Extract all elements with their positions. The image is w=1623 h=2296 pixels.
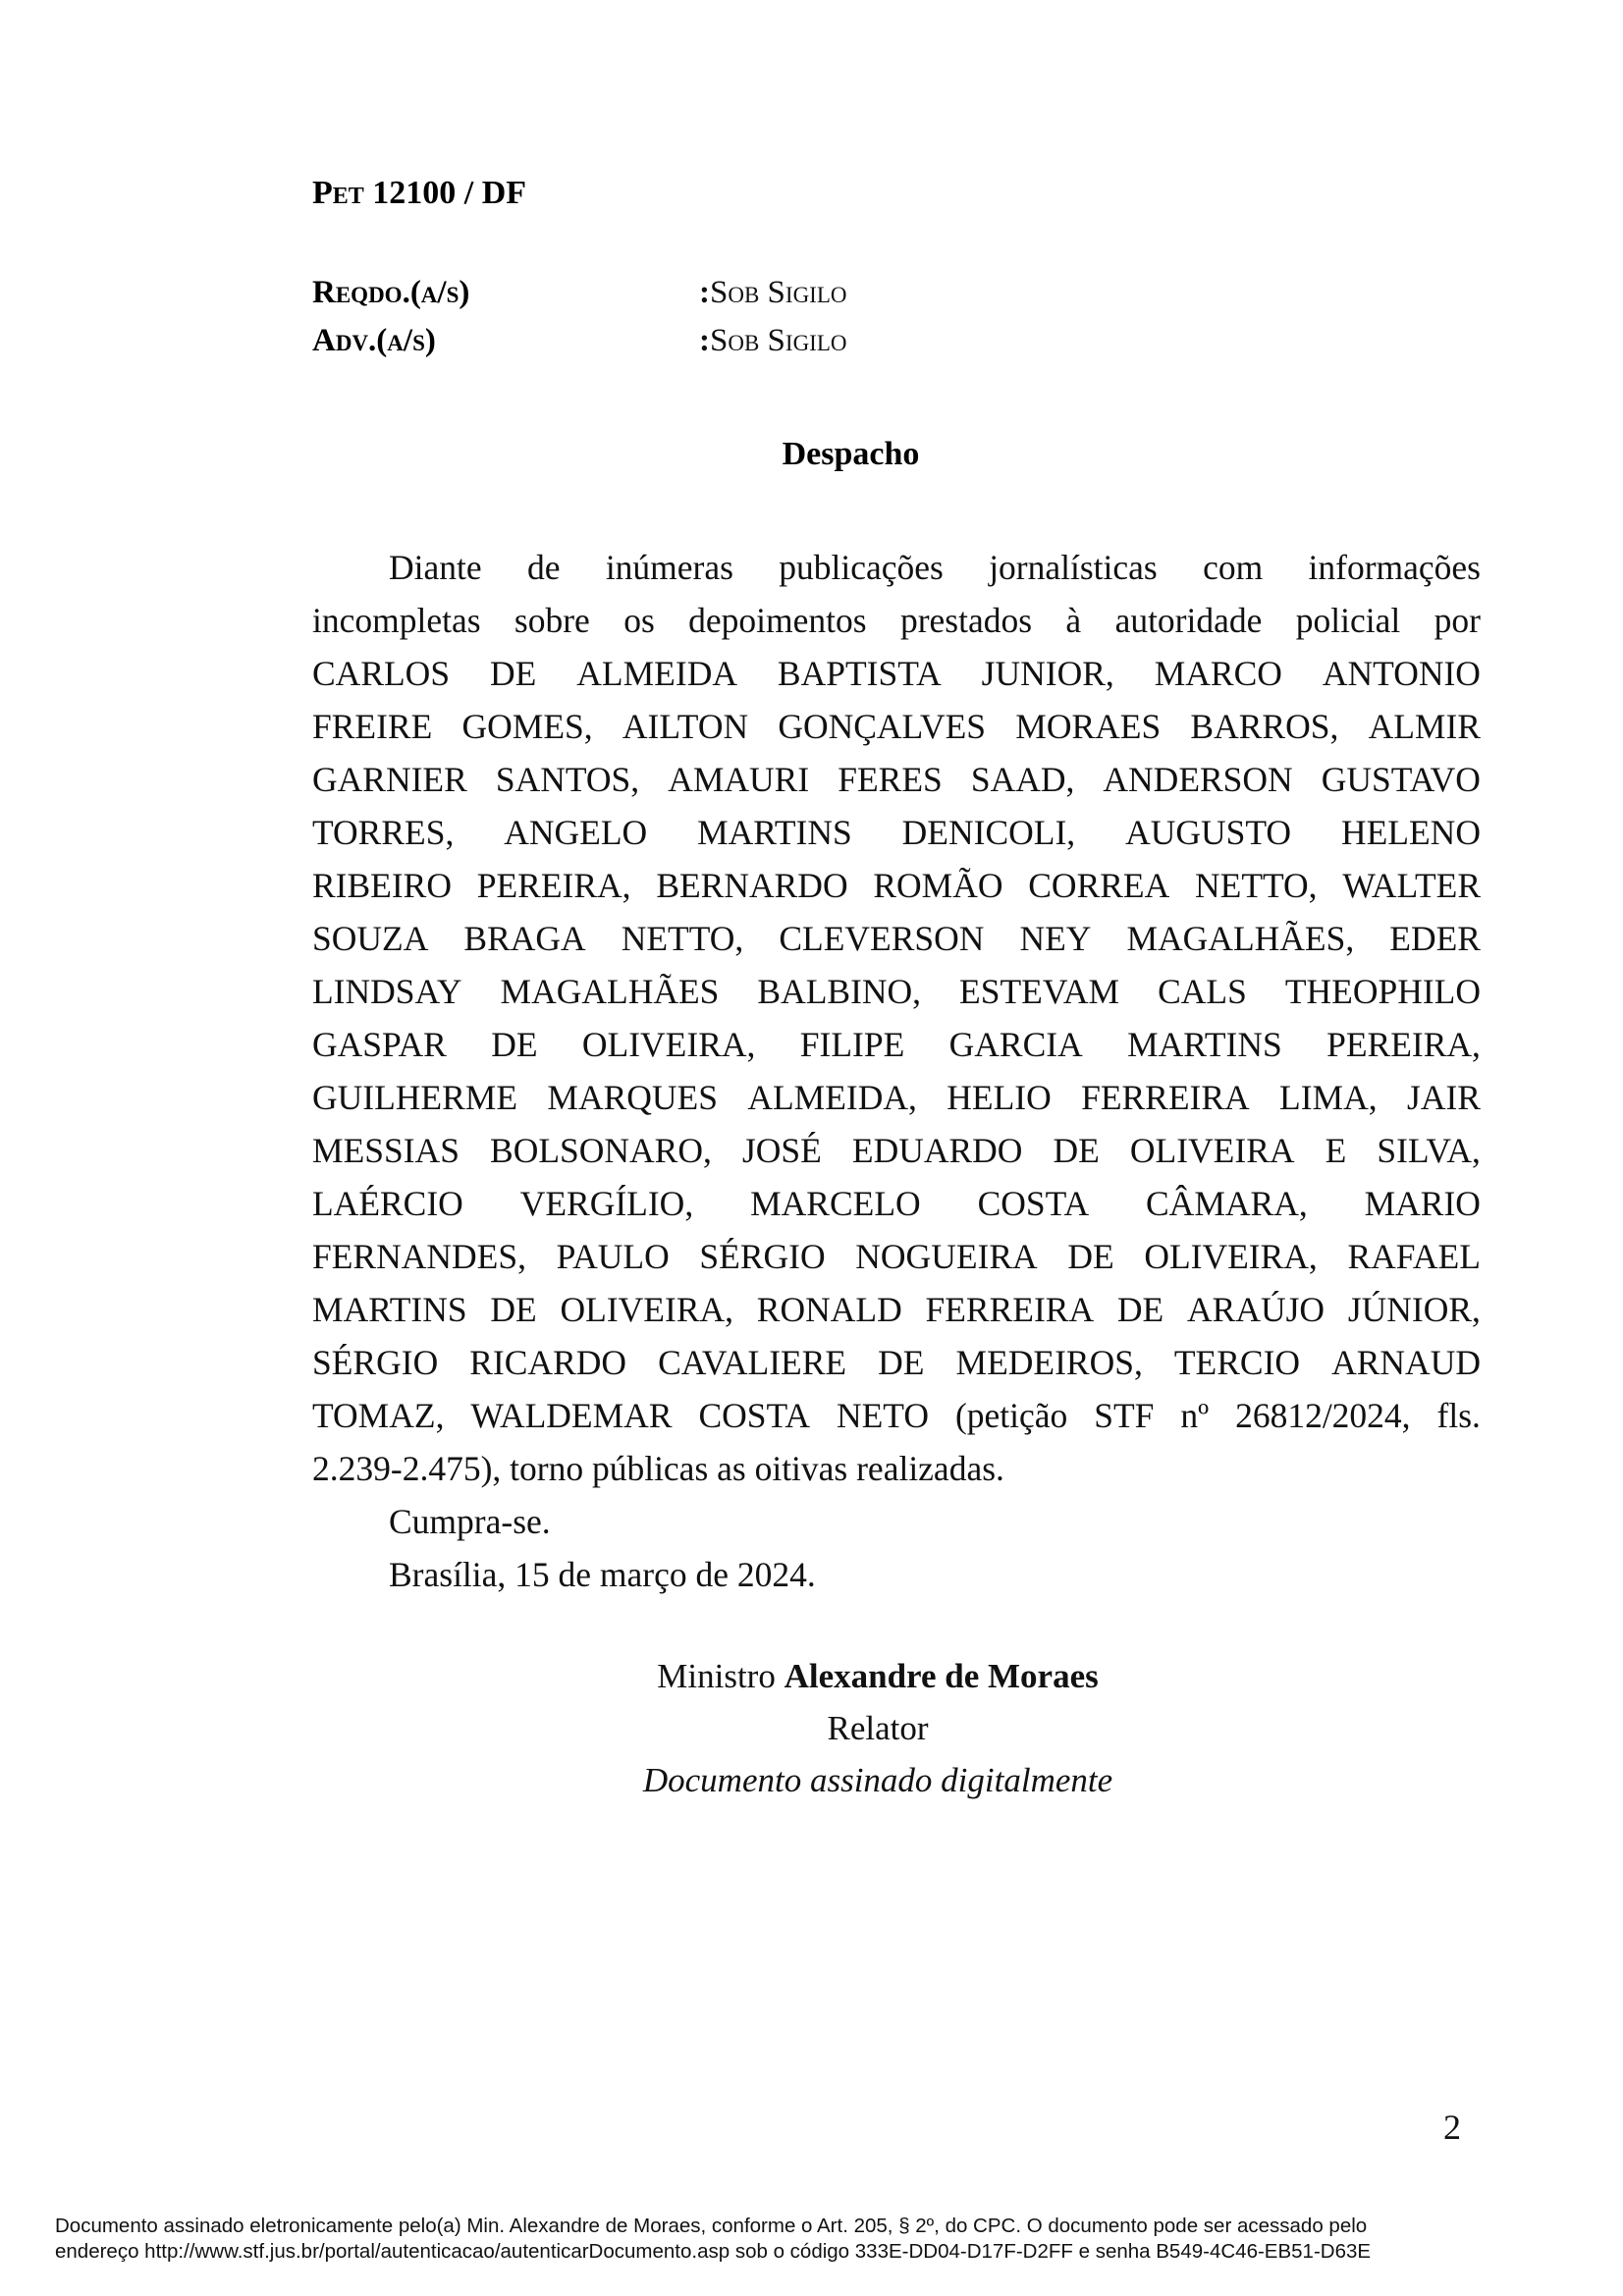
body-line: SOUZA BRAGA NETTO, CLEVERSON NEY MAGALHÃES, EDER bbox=[312, 919, 1481, 958]
signature-title: Ministro bbox=[657, 1657, 776, 1695]
page-number: 2 bbox=[1443, 2108, 1461, 2147]
party-value-reqdo: :Sob Sigilo bbox=[699, 275, 847, 310]
body-line: MARTINS DE OLIVEIRA, RONALD FERREIRA DE ARAÚJO JÚNIOR, bbox=[312, 1290, 1481, 1329]
case-header bbox=[312, 175, 526, 212]
signature-note: Documento assinado digitalmente bbox=[642, 1761, 1113, 1799]
body-line: Diante de inúmeras publicações jornalísticas com informações bbox=[389, 548, 1481, 587]
body-line: incompletas sobre os depoimentos prestados à autoridade policial por bbox=[312, 601, 1481, 640]
body-line: LAÉRCIO VERGÍLIO, MARCELO COSTA CÂMARA, MARIO bbox=[312, 1184, 1481, 1223]
party-value-adv: :Sob Sigilo bbox=[699, 323, 847, 358]
authentication-footer bbox=[55, 2214, 1371, 2265]
signature-name: Alexandre de Moraes bbox=[784, 1657, 1099, 1695]
body-line: MESSIAS BOLSONARO, JOSÉ EDUARDO DE OLIVEIRA E SILVA, bbox=[312, 1131, 1481, 1170]
body-line: TORRES, ANGELO MARTINS DENICOLI, AUGUSTO HELENO bbox=[312, 813, 1481, 852]
footer-line-1: Documento assinado eletronicamente pelo(a) Min. Alexandre de Moraes, conforme o Art. 205, § 2º, do CPC. O documento pode ser acessado pelo bbox=[55, 2215, 1368, 2237]
document-title: Despacho bbox=[782, 436, 920, 472]
case-number: 12100 / DF bbox=[372, 175, 527, 211]
body-text bbox=[312, 541, 1481, 1601]
body-line: 2.239-2.475), torno públicas as oitivas realizadas. bbox=[312, 1449, 1004, 1488]
body-line: FREIRE GOMES, AILTON GONÇALVES MORAES BARROS, ALMIR bbox=[312, 707, 1481, 746]
body-line: GARNIER SANTOS, AMAURI FERES SAAD, ANDERSON GUSTAVO bbox=[312, 760, 1481, 799]
closing-text: Cumpra-se. bbox=[389, 1502, 551, 1541]
body-line: GASPAR DE OLIVEIRA, FILIPE GARCIA MARTINS PEREIRA, bbox=[312, 1025, 1481, 1064]
body-line: TOMAZ, WALDEMAR COSTA NETO (petição STF nº 26812/2024, fls. bbox=[312, 1396, 1481, 1435]
body-line: FERNANDES, PAULO SÉRGIO NOGUEIRA DE OLIVEIRA, RAFAEL bbox=[312, 1237, 1481, 1276]
case-prefix: Pet bbox=[312, 175, 364, 211]
body-line: RIBEIRO PEREIRA, BERNARDO ROMÃO CORREA NETTO, WALTER bbox=[312, 866, 1481, 905]
place-date: Brasília, 15 de março de 2024. bbox=[389, 1555, 816, 1594]
signature-name-line bbox=[0, 1657, 1623, 1696]
signature-role: Relator bbox=[827, 1709, 929, 1747]
body-line: SÉRGIO RICARDO CAVALIERE DE MEDEIROS, TERCIO ARNAUD bbox=[312, 1343, 1481, 1382]
footer-line-2: endereço http://www.stf.jus.br/portal/autenticacao/autenticarDocumento.asp sob o código 333E-DD04-D17F-D2FF e senha B549-4C46-EB51-D63E bbox=[55, 2240, 1372, 2263]
party-label-adv: Adv.(a/s) bbox=[312, 323, 436, 358]
body-line: LINDSAY MAGALHÃES BALBINO, ESTEVAM CALS THEOPHILO bbox=[312, 972, 1481, 1011]
body-line: CARLOS DE ALMEIDA BAPTISTA JUNIOR, MARCO ANTONIO bbox=[312, 654, 1481, 693]
body-line: GUILHERME MARQUES ALMEIDA, HELIO FERREIRA LIMA, JAIR bbox=[312, 1078, 1481, 1117]
party-label-reqdo: Reqdo.(a/s) bbox=[312, 275, 470, 310]
party-value-text: Sob Sigilo bbox=[710, 275, 847, 310]
party-value-text: Sob Sigilo bbox=[710, 323, 847, 358]
